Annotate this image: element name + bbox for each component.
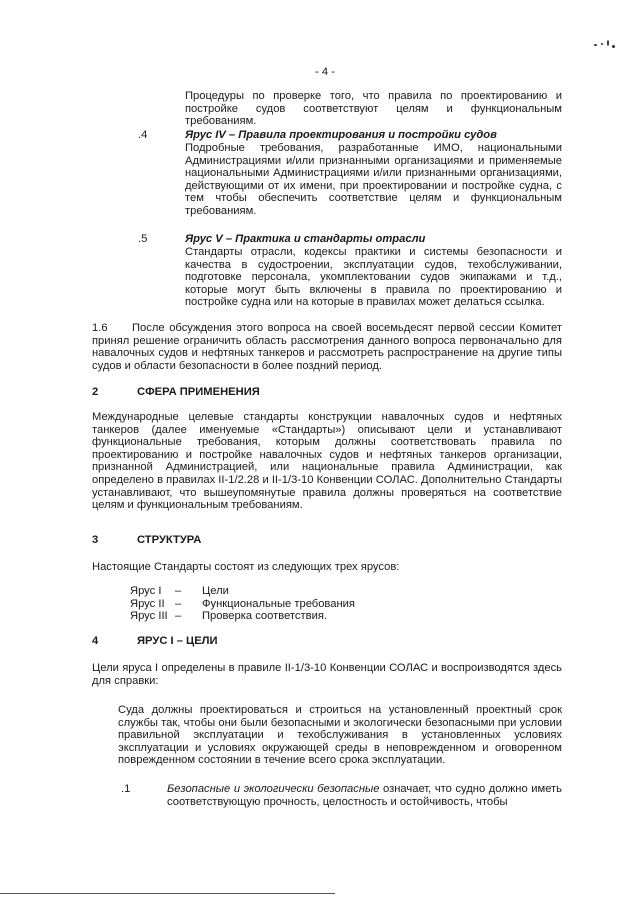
tier-dash: – — [175, 597, 182, 610]
tier-desc: Проверка соответствия. — [202, 610, 328, 623]
tier-label: Ярус I — [130, 585, 162, 597]
tier-dash: – — [175, 610, 182, 623]
section-4-title: ЯРУС I – ЦЕЛИ — [137, 635, 218, 647]
item-5-title: Ярус V – Практика и стандарты отрасли — [185, 233, 426, 245]
tier-desc: Функциональные требования — [202, 597, 355, 610]
item-4-text: Подробные требования, разработанные ИМО, национальными Администрациями и/или признанными организациями и применяемые национальными Администрациями и/или признанными организациями, действующими от их имени, при проектировании и постройке судна, с тем чтобы обеспечить соответствие целям и функциональным требованиям. — [185, 142, 562, 217]
footer-rule — [0, 893, 335, 894]
para-1-6-number: 1.6 — [92, 322, 108, 334]
section-3-title: СТРУКТУРА — [137, 534, 202, 546]
section-3-number: 3 — [92, 534, 99, 546]
section-2-number: 2 — [92, 386, 99, 398]
section-4-quote: Суда должны проектироваться и строиться на установленный проектный срок службы так, чтобы они были безопасными и экологически безопасными при условии правильной эксплуатации и техобслуживания в установленных условиях эксплуатации и условиях окружающей среды в неповрежденном и оговоренном поврежденном состоянии в течение всего срока эксплуатации. — [118, 704, 562, 767]
section-2-title: СФЕРА ПРИМЕНЕНИЯ — [137, 386, 260, 398]
item-5-number: .5 — [138, 233, 148, 245]
tier-list — [130, 585, 430, 623]
section-4-text: Цели яруса I определены в правиле II-1/3-10 Конвенции СОЛАС и воспроизводятся здесь для справки: — [92, 662, 562, 687]
section-4-number: 4 — [92, 635, 99, 647]
tier-dash: – — [175, 585, 182, 597]
tier-desc: Цели — [202, 585, 229, 597]
item-4-number: .4 — [138, 129, 148, 141]
section-4-sub1-term: Безопасные и экологически безопасные — [167, 783, 380, 795]
section-4-sub1-text: означает, что судно должно иметь соответствующую прочность, целостность и остойчивость, чтобы — [167, 783, 562, 808]
item-5-text: Стандарты отрасли, кодексы практики и системы безопасности и качества в судостроении, эксплуатации судов, техобслуживании, подготовке персонала, укомплектовании судов экипажами и т.д., которые могут быть включены в правила по проектированию и постройке судна или на которые в правилах может делаться ссылка. — [185, 246, 562, 309]
section-4-sub1 — [167, 783, 562, 808]
tier-row — [130, 610, 430, 623]
page-number: - 4 - — [315, 66, 335, 78]
section-2-text: Международные целевые стандарты конструкции навалочных судов и нефтяных танкеров (далее именуемые «Стандарты») описывают цели и устанавливают функциональные требования, которым должны соответствовать правила по проектированию и постройке навалочных судов и нефтяных танкеров организации, признанной Администрацией, или национальные правила Администрации, как определено в правилах II-1/2.28 и II-1/3-10 Конвенции СОЛАС. Дополнительно Стандарты устанавливают, что вышеупомянутые правила должны проверяться на соответствие целям и функциональным требованиям. — [92, 411, 563, 512]
tier-row — [130, 585, 430, 598]
item-4-title: Ярус IV – Правила проектирования и постройки судов — [185, 129, 497, 141]
section-3-text: Настоящие Стандарты состоят из следующих трех ярусов: — [92, 561, 400, 573]
tier-label: Ярус III — [130, 610, 168, 623]
section-4-sub1-number: .1 — [121, 783, 131, 795]
intro-paragraph: Процедуры по проверке того, что правила по проектированию и постройке судов соответствуют целям и функциональным требованиям. — [185, 90, 562, 128]
scan-artifact — [594, 40, 618, 50]
tier-row — [130, 598, 430, 611]
para-1-6-text: После обсуждения этого вопроса на своей восемьдесят первой сессии Комитет принял решение ограничить область рассмотрения данного вопроса первоначально для навалочных судов и нефтяных танкеров и рассмотреть распространение на другие типы судов и области безопасности в более поздний период. — [92, 322, 562, 372]
tier-label: Ярус II — [130, 597, 165, 610]
